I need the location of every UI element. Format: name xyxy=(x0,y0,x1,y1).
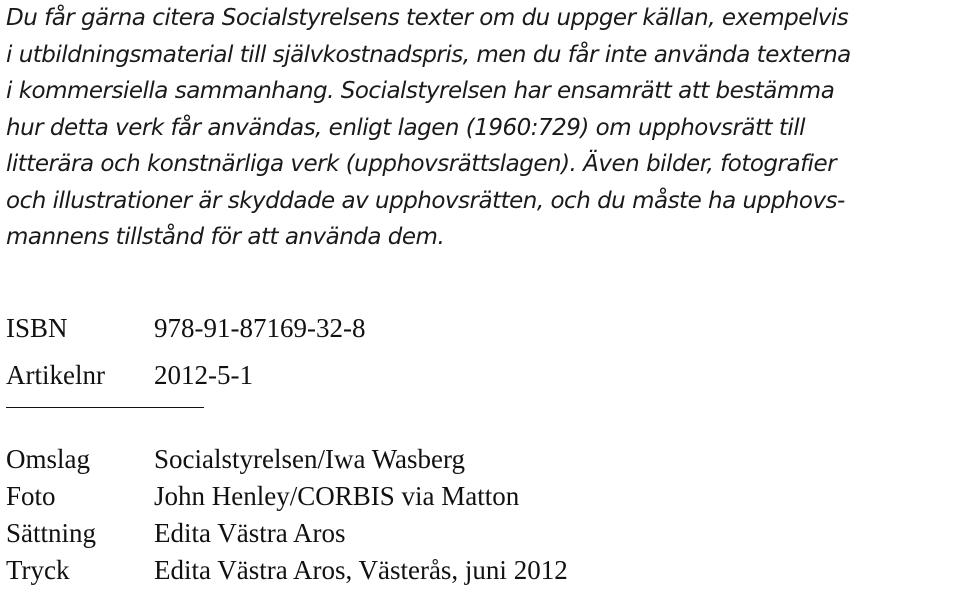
photo-credit-label: Foto xyxy=(6,481,56,511)
typesetting-credit-label: Sättning xyxy=(6,518,97,548)
typesetting-credit-value: Edita Västra Aros xyxy=(154,518,346,548)
isbn-value: 978-91-87169-32-8 xyxy=(154,313,366,343)
photo-credit-value: John Henley/CORBIS via Matton xyxy=(154,481,520,511)
copyright-line-4: hur detta verk får användas, enligt lagen (1960:729) om upphovsrätt till xyxy=(6,114,806,141)
cover-credit-label: Omslag xyxy=(6,444,90,474)
copyright-notice xyxy=(6,0,956,256)
isbn-label: ISBN xyxy=(6,313,68,343)
article-number-value: 2012-5-1 xyxy=(154,360,253,390)
copyright-line-7: mannens tillstånd för att använda dem. xyxy=(6,224,445,250)
copyright-line-2: i utbildningsmaterial till självkostnadspris, men du får inte använda texterna xyxy=(6,41,851,68)
copyright-line-5: litterära och konstnärliga verk (upphovsrättslagen). Även bilder, fotografier xyxy=(6,151,837,177)
cover-credit-value: Socialstyrelsen/Iwa Wasberg xyxy=(154,444,466,474)
print-credit-value: Edita Västra Aros, Västerås, juni 2012 xyxy=(154,555,568,585)
print-credit-label: Tryck xyxy=(6,555,70,585)
copyright-line-1: Du får gärna citera Socialstyrelsens texter om du uppger källan, exempelvis xyxy=(6,5,849,31)
copyright-line-3: i kommersiella sammanhang. Socialstyrelsen har ensamrätt att bestämma xyxy=(6,78,835,104)
divider xyxy=(6,407,204,408)
article-number-label: Artikelnr xyxy=(6,360,105,390)
copyright-line-6: och illustrationer är skyddade av upphovsrätten, och du måste ha upphovs- xyxy=(6,187,845,214)
